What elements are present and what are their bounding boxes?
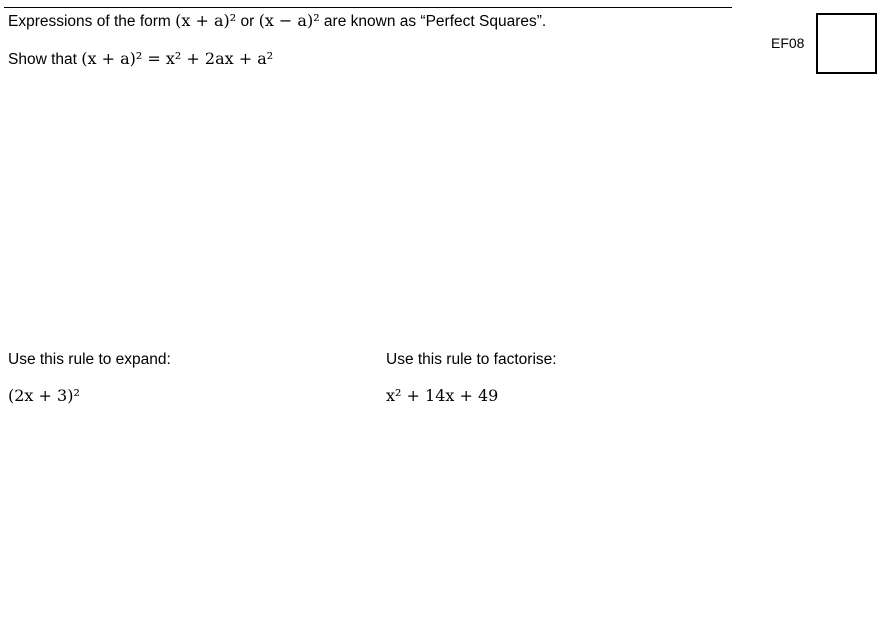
factorise-instruction: Use this rule to factorise: xyxy=(386,351,557,368)
answer-box[interactable] xyxy=(816,13,877,74)
show-task-prefix: Show that xyxy=(8,51,82,68)
intro-sentence xyxy=(8,11,546,32)
expand-instruction: Use this rule to expand: xyxy=(8,351,171,368)
top-rule xyxy=(4,7,732,8)
question-code: EF08 xyxy=(771,35,805,51)
intro-prefix: Expressions of the form xyxy=(8,13,176,30)
intro-expression-minus: (x − a)² xyxy=(258,11,320,30)
show-task-identity: (x + a)² = x² + 2ax + a² xyxy=(81,49,274,68)
factorise-expression: x² + 14x + 49 xyxy=(386,386,499,405)
intro-or: or xyxy=(236,13,259,30)
intro-suffix: are known as “Perfect Squares”. xyxy=(319,13,547,30)
expand-expression: (2x + 3)² xyxy=(8,386,80,405)
intro-expression-plus: (x + a)² xyxy=(175,11,237,30)
show-task xyxy=(8,49,273,70)
